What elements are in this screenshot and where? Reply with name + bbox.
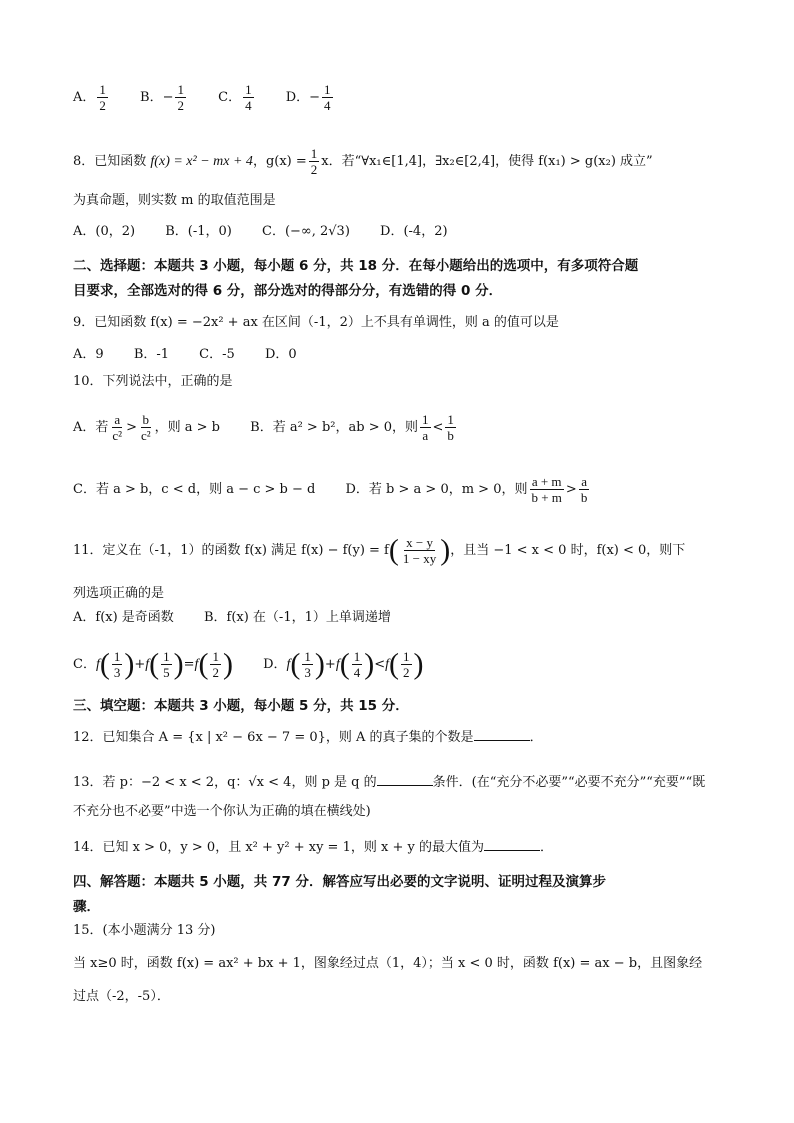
q7-options — [73, 82, 361, 113]
q9-option-b: B．-1 — [133, 347, 170, 362]
q10-option-b: B．若 a² > b²，ab > 0，则 $\frac{1}{a}$ < $\frac{1}{b}$ — [250, 412, 454, 443]
q14-answer-blank[interactable] — [484, 838, 540, 851]
q12-answer-blank[interactable] — [474, 728, 530, 741]
section4-heading: 四、解答题：本题共 5 小题，共 77 分．解答应写出必要的文字说明、证明过程及演算步 — [73, 874, 606, 890]
q12-stem: 12．已知集合 A = {x | x² − 6x − 7 = 0}，则 A 的真子集的个数是 ． — [73, 730, 543, 745]
q10-options-cd — [73, 474, 617, 505]
q9-stem: 9．已知函数 f(x) = −2x² + ax 在区间（-1，2）上不具有单调性，则 a 的值可以是 — [73, 315, 559, 330]
q8-option-a: A．(0，2) — [73, 224, 136, 239]
q11-option-c: C．f( $\frac{1}{3}$ )+f( $\frac{1}{5}$ )=f( $\frac{1}{2}$ ) — [73, 647, 233, 681]
q13-stem-line2: 不充分也不必要”中选一个你认为正确的填在横线处) — [73, 804, 371, 819]
q9-option-d: D．0 — [264, 347, 297, 362]
q9-option-c: C．-5 — [199, 347, 235, 362]
q8-stem-line2: 为真命题，则实数 m 的取值范围是 — [73, 193, 276, 208]
q7-option-c: C． $\frac{1}{4}$ — [218, 82, 252, 113]
q9-option-a: A．9 — [73, 347, 104, 362]
section3-heading: 三、填空题：本题共 3 小题，每小题 5 分，共 15 分． — [73, 698, 409, 714]
q13-stem: 13．若 p：−2 < x < 2，q：√x < 4，则 p 是 q 的 条件．(在“充分不必要”“必要不充分”“充要”“既 — [73, 775, 706, 790]
q7-option-b: B．− $\frac{1}{2}$ — [140, 82, 184, 113]
q10-option-c: C．若 a > b，c < d，则 a − c > b − d — [73, 482, 316, 497]
q7-option-a: A． $\frac{1}{2}$ — [73, 82, 106, 113]
q11-option-d: D．f( $\frac{1}{3}$ )+f( $\frac{1}{4}$ )<f( $\frac{1}{2}$ ) — [263, 647, 424, 681]
section4-heading-line2: 骤． — [73, 899, 100, 915]
q11-option-a: A．f(x) 是奇函数 — [73, 610, 174, 625]
q10-option-a: A．若 $\frac{a}{\text{c²}}$ > $\frac{b}{\text{c²}}$ ，则 a > b — [73, 412, 221, 443]
q8-options — [73, 222, 474, 242]
q9-options — [73, 345, 323, 365]
q14-stem: 14．已知 x > 0，y > 0，且 x² + y² + xy = 1，则 x + y 的最大值为 ． — [73, 840, 553, 855]
q8-option-b: B．(-1，0) — [165, 224, 232, 239]
q15-title: 15．(本小题满分 13 分) — [73, 923, 216, 938]
q10-stem: 10．下列说法中，正确的是 — [73, 374, 233, 389]
q10-options-ab — [73, 412, 484, 443]
q8-option-d: D．(-4，2) — [380, 224, 448, 239]
q8-stem: 8．已知函数 f(x) = x² − mx + 4，g(x) = $\frac{1}{2}$ x．若“∀x₁∈[1,4]，∃x₂∈[2,4]，使得 f(x₁) > g(x₂) 成立” — [73, 146, 653, 177]
q7-option-d: D．− $\frac{1}{4}$ — [285, 82, 331, 113]
section2-heading: 二、选择题：本题共 3 小题，每小题 6 分，共 18 分．在每小题给出的选项中，有多项符合题 — [73, 258, 639, 274]
q11-options-ab — [73, 608, 417, 628]
section2-heading-line2: 目要求，全部选对的得 6 分，部分选对的得部分分，有选错的得 0 分． — [73, 283, 503, 299]
q8-option-c: C．(−∞, 2√3) — [262, 224, 350, 239]
q11-stem: 11．定义在（-1，1）的函数 f(x) 满足 f(x) − f(y) = f( $\frac{x - y}{1 - xy}$ )，且当 −1 < x < 0 时，f(x) < 0，则下 — [73, 533, 686, 567]
q13-answer-blank[interactable] — [377, 773, 433, 786]
q11-options-cd — [73, 649, 450, 680]
q11-stem-line2: 列选项正确的是 — [73, 586, 165, 601]
q15-stem: 当 x≥0 时，函数 f(x) = ax² + bx + 1，图象经过点（1，4）；当 x < 0 时，函数 f(x) = ax − b，且图象经 — [73, 956, 703, 971]
q15-stem-line2: 过点（-2，-5）． — [73, 989, 170, 1004]
q11-option-b: B．f(x) 在（-1，1）上单调递增 — [203, 610, 391, 625]
q10-option-d: D．若 b > a > 0，m > 0，则 $\frac{a + m}{b + m}$ > $\frac{a}{b}$ — [345, 474, 588, 505]
